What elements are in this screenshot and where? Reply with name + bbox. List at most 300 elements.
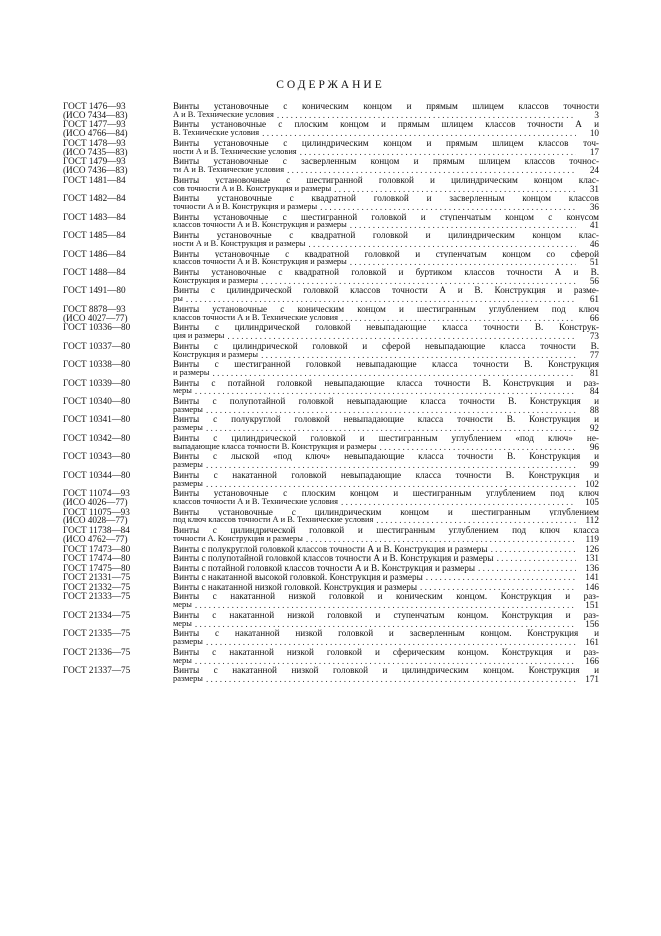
toc-entry[interactable]	[63, 194, 599, 212]
gost-number: ГОСТ 10336—80	[63, 322, 131, 333]
entry-description	[173, 545, 599, 554]
toc-entry[interactable]	[63, 323, 599, 341]
gost-number: ГОСТ 21331—75	[63, 572, 131, 583]
entry-description	[173, 583, 599, 592]
standard-designation	[63, 102, 173, 120]
standard-designation	[63, 268, 173, 286]
description-line-2	[173, 638, 599, 647]
description-line-1: Винты с полупотайной головкой невыпадающие класса точности В. Конструкция и	[173, 397, 599, 406]
gost-number: ГОСТ 11738—84	[63, 525, 130, 536]
entry-description	[173, 360, 599, 378]
entry-description	[173, 415, 599, 433]
description-text: Конструкция и размеры	[173, 349, 259, 359]
entry-description	[173, 434, 599, 452]
description-line-2	[173, 601, 599, 610]
toc-entry[interactable]	[63, 157, 599, 175]
standard-designation	[63, 629, 173, 647]
description-line-1: Винты установочные с цилиндрическим концом и прямым шлицем классов точ-	[173, 138, 599, 148]
page-number[interactable]: 10	[589, 128, 599, 139]
dot-leader	[206, 406, 576, 415]
standard-designation	[63, 231, 173, 249]
entry-description	[173, 120, 599, 138]
description-line-1: Винты с накатанной низкой головкой и засверленным концом. Конструкция и	[173, 629, 599, 639]
iso-equivalent: (ИСО 4762—77)	[63, 533, 128, 544]
dot-leader	[287, 166, 576, 175]
dot-leader	[195, 387, 576, 396]
entry-description	[173, 213, 599, 231]
toc-entry[interactable]	[63, 379, 599, 397]
standard-designation	[63, 471, 173, 489]
description-line-2	[173, 240, 599, 249]
page-number[interactable]: 31	[589, 183, 599, 194]
standard-designation	[63, 415, 173, 433]
page-number[interactable]: 73	[589, 331, 599, 342]
description-line-1: Винты установочные с плоским концом и шестигранным углублением под ключ	[173, 489, 599, 499]
description-line-2	[173, 424, 599, 433]
entry-description	[173, 564, 599, 573]
standard-designation	[63, 194, 173, 212]
description-line-1: Винты установочные с квадратной головкой и цилиндрическим концом клас-	[173, 231, 599, 240]
entry-description	[173, 157, 599, 175]
dot-leader	[320, 203, 576, 212]
standard-designation	[63, 611, 173, 629]
description-line-1: Винты с цилиндрической головкой невыпадающие класса точности В. Конструк-	[173, 323, 599, 333]
page-title: СОДЕРЖАНИЕ	[276, 79, 385, 91]
gost-number: ГОСТ 1477—93	[63, 119, 126, 130]
description-text: Винты с накатанной низкой головкой. Конструкция и размеры	[173, 581, 418, 592]
standard-designation	[63, 250, 173, 268]
description-line-1: Винты с накатанной низкой головкой и цилиндрическим концом. Конструкция и	[173, 666, 599, 676]
dot-leader	[420, 583, 576, 592]
description-text: В. Технические условия	[173, 128, 260, 138]
description-text: ры	[173, 294, 183, 304]
description-text: точности А и В. Конструкция и размеры	[173, 202, 318, 212]
dot-leader	[497, 554, 576, 563]
entry-description	[173, 526, 599, 544]
page-number[interactable]: 171	[585, 674, 599, 685]
description-line-1: Винты с накатанной низкой головкой и сферическим концом. Конструкция и раз-	[173, 647, 599, 657]
standard-designation	[63, 526, 173, 544]
description-line-1: Винты с шестигранной головкой невыпадающие класса точности В. Конструкция	[173, 360, 599, 369]
entry-description	[173, 508, 599, 526]
gost-number: ГОСТ 1479—93	[63, 156, 126, 167]
dot-leader	[206, 461, 576, 470]
dot-leader	[334, 185, 576, 194]
page-number[interactable]: 61	[589, 294, 599, 305]
description-line-2	[173, 480, 599, 489]
description-text: классов точности А и В. Технические условия	[173, 312, 339, 322]
entry-description	[173, 397, 599, 415]
dot-leader	[262, 129, 576, 138]
gost-number: ГОСТ 1478—93	[63, 137, 126, 148]
page-number[interactable]: 119	[585, 533, 599, 544]
standard-designation	[63, 305, 173, 323]
description-line-1: Винты установочные с квадратной головкой и ступенчатым концом со сферой	[173, 249, 599, 259]
page-number[interactable]: 81	[589, 367, 599, 378]
gost-number: ГОСТ 11074—93	[63, 488, 130, 499]
gost-number: ГОСТ 10343—80	[63, 451, 131, 462]
description-text: меры	[173, 386, 192, 396]
iso-equivalent: (ИСО 4027—77)	[63, 312, 128, 323]
standard-designation	[63, 286, 173, 304]
toc-entry[interactable]	[63, 489, 599, 507]
description-line-2	[173, 535, 599, 544]
gost-number: ГОСТ 8878—93	[63, 303, 126, 314]
description-line-2	[173, 314, 599, 323]
standard-designation	[63, 379, 173, 397]
gost-number: ГОСТ 1476—93	[63, 101, 126, 111]
standard-designation	[63, 434, 173, 452]
page-number[interactable]: 166	[585, 655, 599, 666]
gost-number: ГОСТ 10338—80	[63, 359, 131, 370]
entry-description	[173, 102, 599, 120]
page-number[interactable]: 88	[589, 404, 599, 415]
description-line-2	[173, 258, 599, 267]
entry-description	[173, 471, 599, 489]
iso-equivalent: (ИСО 7434—83)	[63, 109, 128, 120]
standard-designation	[63, 176, 173, 194]
dot-leader	[379, 443, 576, 452]
description-line-2	[173, 620, 599, 629]
toc-entry[interactable]	[63, 434, 599, 452]
page-number[interactable]: 146	[585, 581, 599, 592]
description-text: ти А и В. Технические условия	[173, 165, 285, 175]
dot-leader	[341, 314, 576, 323]
description-line-1: Винты с цилиндрической головкой классов точности А и В. Конструкция и разме-	[173, 286, 599, 296]
standard-designation	[63, 120, 173, 138]
gost-number: ГОСТ 17475—80	[63, 562, 131, 573]
toc-entry[interactable]	[63, 526, 599, 544]
standard-designation	[63, 592, 173, 610]
entry-description	[173, 666, 599, 684]
description-line-1: Винты с цилиндрической головкой и сферой невыпадающие класса точности В.	[173, 341, 599, 351]
description-line-1: Винты с потайной головкой невыпадающие класса точности В. Конструкция и раз-	[173, 378, 599, 388]
gost-number: ГОСТ 11075—93	[63, 506, 130, 517]
entry-description	[173, 629, 599, 647]
toc-entry[interactable]	[63, 231, 599, 249]
iso-equivalent: (ИСО 7436—83)	[63, 165, 128, 176]
page-number[interactable]: 126	[585, 543, 599, 554]
description-text: Конструкция и размеры	[173, 275, 259, 285]
entry-description	[173, 379, 599, 397]
description-line-1: Винты с накатанной низкой головкой и ступенчатым концом. Конструкция и раз-	[173, 610, 599, 620]
description-text: А и В. Технические условия	[173, 109, 274, 119]
description-line-1: Винты с цилиндрической головкой и шестигранным углублением под ключ класса	[173, 526, 599, 535]
description-line-2	[173, 675, 599, 684]
gost-number: ГОСТ 17473—80	[63, 543, 131, 554]
page-number[interactable]: 151	[585, 600, 599, 611]
dot-leader	[213, 369, 576, 378]
gost-number: ГОСТ 10342—80	[63, 432, 131, 443]
toc-entry[interactable]	[63, 286, 599, 304]
description-text: меры	[173, 618, 192, 628]
standard-designation	[63, 554, 173, 563]
toc-entry[interactable]	[63, 305, 599, 323]
entry-description	[173, 489, 599, 507]
gost-number: ГОСТ 21336—75	[63, 646, 131, 657]
gost-number: ГОСТ 1485—84	[63, 230, 126, 241]
dot-leader	[195, 657, 576, 666]
description-line-1	[173, 564, 599, 573]
standard-designation	[63, 666, 173, 684]
gost-number: ГОСТ 10344—80	[63, 469, 131, 480]
description-text: ности А и В. Технические условия	[173, 146, 297, 156]
standard-designation	[63, 397, 173, 415]
standard-designation	[63, 508, 173, 526]
description-line-2	[173, 369, 599, 378]
dot-leader	[227, 332, 576, 341]
description-line-1	[173, 573, 599, 582]
page-number[interactable]: 41	[589, 220, 599, 231]
page-number[interactable]: 56	[589, 275, 599, 286]
toc-entry[interactable]	[63, 120, 599, 138]
gost-number: ГОСТ 21333—75	[63, 591, 131, 602]
entry-description	[173, 342, 599, 360]
description-line-2	[173, 351, 599, 360]
toc-entry[interactable]	[63, 268, 599, 286]
dot-leader	[206, 480, 576, 489]
page-number[interactable]: 92	[589, 423, 599, 434]
toc-entry[interactable]	[63, 545, 599, 554]
dot-leader	[306, 535, 576, 544]
description-line-1: Винты установочные с шестигранной головкой и цилиндрическим концом клас-	[173, 175, 599, 185]
page-number[interactable]: 66	[589, 312, 599, 323]
page-number[interactable]: 24	[589, 165, 599, 176]
description-line-2	[173, 332, 599, 341]
description-text: Винты с потайной головкой классов точности А и В. Конструкция и размеры	[173, 562, 475, 573]
gost-number: ГОСТ 1481—84	[63, 174, 126, 185]
dot-leader	[300, 148, 576, 157]
description-line-2	[173, 166, 599, 175]
gost-number: ГОСТ 1488—84	[63, 266, 126, 277]
dot-leader	[206, 638, 576, 647]
description-line-2	[173, 498, 599, 507]
description-text: классов точности А и В. Конструкция и размеры	[173, 220, 347, 230]
entry-description	[173, 592, 599, 610]
toc-entry[interactable]	[63, 592, 599, 610]
entry-description	[173, 648, 599, 666]
gost-number: ГОСТ 1491—80	[63, 285, 126, 296]
entry-description	[173, 452, 599, 470]
description-text: размеры	[173, 637, 203, 647]
toc-entry[interactable]	[63, 573, 599, 582]
page-number[interactable]: 17	[589, 146, 599, 157]
standard-designation	[63, 342, 173, 360]
description-line-2	[173, 443, 599, 452]
page-number[interactable]: 36	[589, 202, 599, 213]
iso-equivalent: (ИСО 4026—77)	[63, 497, 128, 508]
description-text: классов точности А и В. Технические условия	[173, 497, 339, 507]
description-line-1: Винты с полукруглой головкой невыпадающие класса точности В. Конструкция и	[173, 415, 599, 425]
description-line-1: Винты установочные с квадратной головкой и буртиком классов точности А и В.	[173, 267, 599, 277]
dot-leader	[206, 424, 576, 433]
gost-number: ГОСТ 1483—84	[63, 211, 126, 222]
gost-number: ГОСТ 10341—80	[63, 414, 131, 425]
page-number[interactable]: 102	[585, 478, 599, 489]
entry-description	[173, 176, 599, 194]
dot-leader	[426, 573, 576, 582]
description-text: ности А и В. Конструкция и размеры	[173, 238, 306, 248]
standard-designation	[63, 583, 173, 592]
standard-designation	[63, 489, 173, 507]
page-number[interactable]: 46	[589, 238, 599, 249]
description-line-1: Винты установочные с засверленным концом и прямым шлицем классов точнос-	[173, 157, 599, 167]
standard-designation	[63, 360, 173, 378]
page-number[interactable]: 99	[589, 460, 599, 471]
standard-designation	[63, 573, 173, 582]
description-text: Винты с полукруглой головкой классов точности А и В. Конструкция и размеры	[173, 543, 488, 554]
dot-leader	[376, 516, 576, 525]
page-number[interactable]: 77	[589, 349, 599, 360]
description-line-2	[173, 111, 599, 120]
description-line-1: Винты установочные с коническим концом и прямым шлицем классов точности	[173, 102, 599, 111]
description-line-2	[173, 221, 599, 230]
description-text: размеры	[173, 423, 203, 433]
gost-number: ГОСТ 1486—84	[63, 248, 126, 259]
entry-description	[173, 611, 599, 629]
toc-entry[interactable]	[63, 250, 599, 268]
dot-leader	[206, 675, 576, 684]
description-text: под ключ классов точности А и В. Технические условия	[173, 515, 374, 525]
toc-entry[interactable]	[63, 564, 599, 573]
description-line-2	[173, 657, 599, 666]
page-number[interactable]: 51	[589, 257, 599, 268]
dot-leader	[195, 601, 576, 610]
toc-entry[interactable]	[63, 360, 599, 378]
page-number[interactable]: 84	[589, 386, 599, 397]
dot-leader	[308, 240, 576, 249]
entry-description	[173, 139, 599, 157]
description-text: меры	[173, 600, 192, 610]
standard-designation	[63, 323, 173, 341]
description-text: и размеры	[173, 367, 210, 377]
standard-designation	[63, 648, 173, 666]
gost-number: ГОСТ 21335—75	[63, 628, 131, 639]
page-number[interactable]: 136	[585, 562, 599, 573]
entry-description	[173, 268, 599, 286]
toc-entry[interactable]	[63, 102, 599, 120]
description-line-1: Винты установочные с коническим концом и шестигранным углублением под ключ	[173, 304, 599, 314]
description-text: Винты с накатанной высокой головкой. Конструкция и размеры	[173, 572, 423, 583]
dot-leader	[341, 498, 576, 507]
entry-description	[173, 231, 599, 249]
dot-leader	[350, 258, 576, 267]
page-number[interactable]: 131	[585, 553, 599, 564]
page-number[interactable]: 96	[589, 441, 599, 452]
entry-description	[173, 194, 599, 212]
dot-leader	[491, 545, 576, 554]
toc-entry[interactable]	[63, 415, 599, 433]
page-number[interactable]: 3	[594, 109, 599, 120]
toc-entry[interactable]	[63, 583, 599, 592]
description-text: меры	[173, 655, 192, 665]
iso-equivalent: (ИСО 7435—83)	[63, 146, 128, 157]
description-line-1: Винты с цилиндрической головкой и шестигранным углублением «под ключ» не-	[173, 433, 599, 443]
description-text: выпадающие класса точности В. Конструкция и размеры	[173, 441, 377, 451]
description-line-2	[173, 516, 599, 525]
entry-description	[173, 250, 599, 268]
toc-entry[interactable]	[63, 342, 599, 360]
description-text: ция и размеры	[173, 331, 225, 341]
page-number[interactable]: 156	[585, 618, 599, 629]
dot-leader	[195, 620, 576, 629]
description-text: размеры	[173, 674, 203, 684]
description-text: точности А. Конструкция и размеры	[173, 533, 303, 543]
description-line-2	[173, 461, 599, 470]
page-number[interactable]: 161	[585, 637, 599, 648]
dot-leader	[261, 351, 576, 360]
page-number[interactable]: 112	[585, 515, 599, 526]
entry-description	[173, 573, 599, 582]
description-text: классов точности А и В. Конструкция и размеры	[173, 257, 347, 267]
iso-equivalent: (ИСО 4028—77)	[63, 515, 128, 526]
toc-entry[interactable]	[63, 139, 599, 157]
entry-description	[173, 323, 599, 341]
description-line-1: Винты с накатанной головкой невыпадающие класса точности В. Конструкция и	[173, 470, 599, 480]
gost-number: ГОСТ 10340—80	[63, 396, 131, 406]
gost-number: ГОСТ 10339—80	[63, 377, 131, 388]
description-line-1: Винты установочные с шестигранной головкой и ступенчатым концом с конусом	[173, 212, 599, 222]
toc-entry[interactable]	[63, 397, 599, 415]
standard-designation	[63, 213, 173, 231]
toc-entry[interactable]	[63, 176, 599, 194]
description-line-1: Винты с лыской «под ключ» невыпадающие класса точности В. Конструкция и	[173, 452, 599, 462]
description-text: Винты с полупотайной головкой классов точности А и В. Конструкция и размеры	[173, 553, 494, 564]
toc-entry[interactable]	[63, 213, 599, 231]
dot-leader	[277, 111, 576, 120]
description-line-2	[173, 203, 599, 212]
toc-entry[interactable]	[63, 629, 599, 647]
description-line-2	[173, 129, 599, 138]
gost-number: ГОСТ 17474—80	[63, 553, 131, 564]
description-line-1: Винты установочные с цилиндрическим концом и шестигранным углублением	[173, 507, 599, 517]
page-number[interactable]: 105	[585, 497, 599, 508]
description-line-2	[173, 277, 599, 286]
dot-leader	[261, 277, 576, 286]
dot-leader	[186, 295, 576, 304]
description-line-1: Винты установочные с плоским концом и прямым шлицем классов точности А и	[173, 120, 599, 130]
gost-number: ГОСТ 21334—75	[63, 609, 131, 620]
toc-entry[interactable]	[63, 471, 599, 489]
toc-entry[interactable]	[63, 554, 599, 563]
gost-number: ГОСТ 21337—75	[63, 665, 131, 676]
description-text: размеры	[173, 404, 203, 414]
toc-entry[interactable]	[63, 611, 599, 629]
iso-equivalent: (ИСО 4766—84)	[63, 128, 128, 139]
page-number[interactable]: 141	[585, 572, 599, 583]
entry-description	[173, 305, 599, 323]
description-line-1: Винты с накатанной низкой головкой и коническим концом. Конструкция и раз-	[173, 592, 599, 602]
standard-designation	[63, 139, 173, 157]
description-line-2	[173, 295, 599, 304]
table-of-contents	[63, 102, 599, 685]
standard-designation	[63, 564, 173, 573]
toc-entry[interactable]	[63, 452, 599, 470]
standard-designation	[63, 157, 173, 175]
toc-entry[interactable]	[63, 666, 599, 684]
toc-entry[interactable]	[63, 508, 599, 526]
description-text: сов точности А и В. Конструкция и размеры	[173, 183, 332, 193]
dot-leader	[350, 221, 576, 230]
description-line-2	[173, 185, 599, 194]
gost-number: ГОСТ 21332—75	[63, 581, 131, 592]
gost-number: ГОСТ 10337—80	[63, 340, 131, 351]
description-line-1: Винты установочные с квадратной головкой и засверленным концом классов	[173, 194, 599, 204]
description-line-1	[173, 554, 599, 563]
standard-designation	[63, 545, 173, 554]
toc-entry[interactable]	[63, 648, 599, 666]
description-text: размеры	[173, 478, 203, 488]
